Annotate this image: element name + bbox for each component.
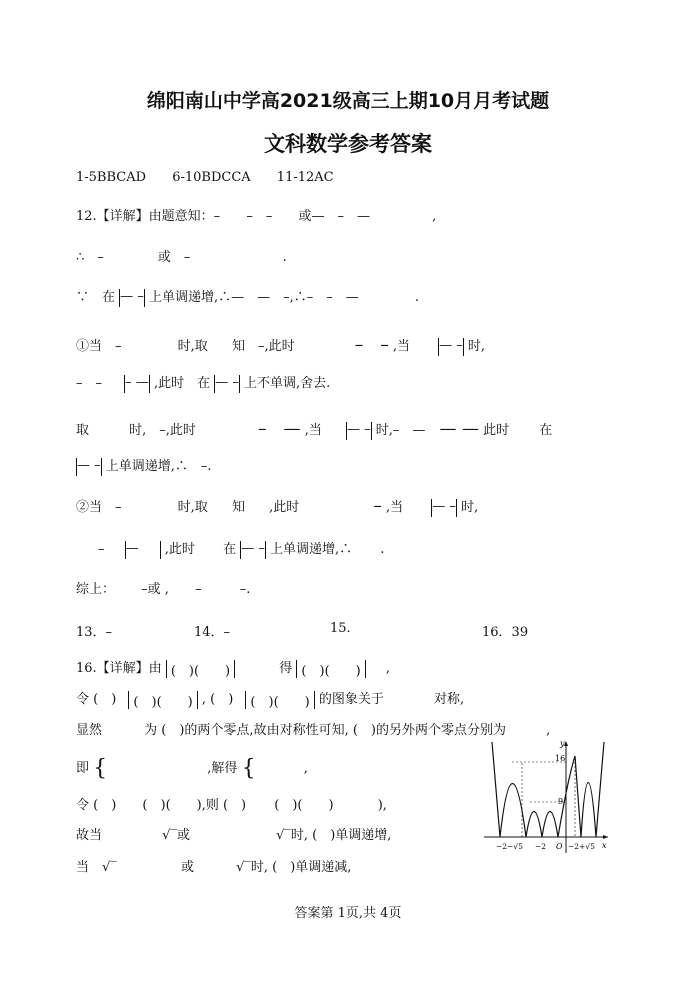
q12-line-8 xyxy=(76,496,478,517)
interval-bracket: — xyxy=(125,541,161,559)
q12-text: ,当 xyxy=(386,500,404,515)
q12-text: 取 xyxy=(76,423,90,438)
q12-text: 知 xyxy=(231,500,245,515)
interval-bracket: — – xyxy=(240,541,266,559)
q12-text: – xyxy=(195,582,202,597)
paren-expression: – xyxy=(373,496,382,516)
brace-left: { xyxy=(241,756,256,781)
q12-text: ②当 – xyxy=(76,500,122,515)
q16-line-3 xyxy=(76,719,550,738)
q16-text: ,解得 xyxy=(207,761,238,776)
q16-text: , xyxy=(546,723,551,738)
q12-text: ∵ 在 xyxy=(76,290,116,305)
q16-text: 的图象关于 xyxy=(318,692,384,707)
q12-text: ∴ – xyxy=(76,250,104,265)
q16-text: 16.【详解】由 xyxy=(76,661,162,676)
y-axis-label: y xyxy=(560,739,565,748)
q16-text: 即 xyxy=(76,761,90,776)
q16-line-4 xyxy=(76,756,308,781)
q12-text: 时, xyxy=(461,500,479,515)
q16-line-2 xyxy=(76,688,464,709)
q12-text: . xyxy=(282,250,287,265)
q16-text: 故当 xyxy=(76,828,103,843)
q12-text: – – xyxy=(76,376,103,391)
q12-text: 或— – — xyxy=(298,209,370,224)
q12-text: 时,取 xyxy=(177,500,208,515)
q12-text: 此时 xyxy=(483,423,510,438)
q16-text: , xyxy=(303,761,308,776)
q16-text: , ( ) xyxy=(201,692,234,707)
fill-answer-16: 16．39 xyxy=(482,625,529,640)
q12-text: 12.【详解】由题意知：– xyxy=(76,209,221,224)
interval-bracket: — – xyxy=(76,458,102,476)
q12-text: ,此时 在 xyxy=(153,376,211,391)
paren-expression: – – xyxy=(354,335,389,355)
q12-text: 时, xyxy=(467,339,486,354)
q12-text: 上不单调,舍去. xyxy=(244,376,331,391)
q12-text: ①当 – xyxy=(76,339,122,354)
q16-text: √‾时, ( )单调递减, xyxy=(236,860,352,875)
q12-text: 在 xyxy=(539,423,553,438)
answer-group-1: 1-5BBCAD xyxy=(76,170,147,185)
q16-text: 为 ( )的两个零点,故由对称性可知, ( )的另外两个零点分别为 xyxy=(144,723,506,738)
answer-group-2: 6-10BDCCA xyxy=(172,170,251,185)
q12-text: – – xyxy=(246,209,273,224)
x-axis-label: x xyxy=(602,841,607,850)
fill-answer-13: 13．– xyxy=(76,625,113,640)
interval-bracket: — – xyxy=(214,375,240,393)
q12-text: 在 xyxy=(223,542,237,557)
q12-line-5 xyxy=(76,372,330,393)
function-graph xyxy=(482,738,612,856)
answer-key xyxy=(76,170,334,185)
q16-text: ( )( ),则 ( ) xyxy=(142,798,247,813)
q16-text: 令 ( ) xyxy=(76,692,117,707)
q16-text: √‾或 xyxy=(162,828,190,843)
q16-text: 显然 xyxy=(76,723,103,738)
q12-line-7 xyxy=(76,455,212,476)
q16-text: 当 √‾ xyxy=(76,860,117,875)
q12-text: –或 , xyxy=(141,582,169,597)
q12-text: 综上： xyxy=(76,582,116,597)
q12-text: 时,取 xyxy=(177,339,208,354)
brace-left: { xyxy=(93,756,108,781)
q16-text: √‾时, ( )单调递增, xyxy=(276,828,392,843)
q16-line-6 xyxy=(76,824,391,843)
q16-line-1 xyxy=(76,657,390,678)
q12-text: – xyxy=(98,542,105,557)
paren-expression: – — xyxy=(258,419,301,439)
paren-expression: — — xyxy=(439,419,479,439)
q12-line-2 xyxy=(76,246,287,265)
page-subtitle: 文科数学参考答案 xyxy=(264,132,432,156)
q16-text: , xyxy=(385,661,390,676)
q12-text: . xyxy=(380,542,385,557)
x-tick-label: −2−√5 xyxy=(496,842,523,851)
abs-expression: ( )( ) xyxy=(128,691,197,709)
q12-text: ,当 xyxy=(392,339,410,354)
abs-expression: ( )( ) xyxy=(166,660,235,678)
page-title: 绵阳南山中学高2021级高三上期10月月考试题 xyxy=(146,90,550,112)
q12-line-6 xyxy=(76,414,552,440)
q12-text: ,当 xyxy=(304,423,322,438)
q16-text: 或 xyxy=(180,860,194,875)
q12-text: 上单调递增,∴ –. xyxy=(105,459,212,474)
q12-text: ,此时 xyxy=(269,500,300,515)
q16-text: 得 xyxy=(279,661,293,676)
q12-line-9 xyxy=(98,538,384,559)
page-footer: 答案第 1页,共 4页 xyxy=(294,906,402,921)
q12-line-10 xyxy=(76,578,250,597)
q12-text: 上单调递增,∴— — –,∴– – — xyxy=(148,290,359,305)
q12-line-4 xyxy=(76,330,485,356)
x-axis-arrow xyxy=(603,835,608,839)
q12-text: . xyxy=(414,290,419,305)
mid-value-label: 9 xyxy=(558,797,564,806)
q12-text: 时,– — xyxy=(375,423,426,438)
q12-line-1 xyxy=(76,205,436,224)
peak-value-label: 16 xyxy=(555,754,566,763)
q16-line-7 xyxy=(76,856,351,875)
interval-bracket: – — xyxy=(124,375,150,393)
q16-text: ( )( ) xyxy=(274,798,334,813)
abs-expression: ( )( ) xyxy=(245,691,314,709)
q12-line-3 xyxy=(76,286,419,307)
interval-bracket: — – xyxy=(119,289,145,307)
q16-text: 令 ( ) xyxy=(76,798,117,813)
interval-bracket: — – xyxy=(346,422,372,440)
fill-answer-15: 15. xyxy=(330,621,351,636)
answer-group-3: 11-12AC xyxy=(276,170,334,185)
interval-bracket: — – xyxy=(438,338,464,356)
x-tick-label: −2+√5 xyxy=(568,842,595,851)
q12-text: 上单调递增,∴ xyxy=(270,542,353,557)
q16-text: ), xyxy=(377,798,387,813)
q12-text: ,此时 xyxy=(164,542,195,557)
q12-text: 时, –,此时 xyxy=(129,423,196,438)
y-axis-arrow xyxy=(564,741,568,746)
interval-bracket: — – xyxy=(431,499,457,517)
x-tick-label: −2 xyxy=(535,842,547,851)
q12-text: –. xyxy=(239,582,251,597)
q16-text: 对称, xyxy=(434,692,465,707)
origin-label: O xyxy=(556,842,563,851)
q12-text: 知 –,此时 xyxy=(231,339,295,354)
fill-answer-14: 14．– xyxy=(194,625,231,640)
q12-text: 或 – xyxy=(157,250,191,265)
function-curve xyxy=(492,742,604,837)
q12-text: , xyxy=(432,209,437,224)
q16-line-5 xyxy=(76,794,387,813)
abs-expression: ( )( ) xyxy=(296,660,365,678)
